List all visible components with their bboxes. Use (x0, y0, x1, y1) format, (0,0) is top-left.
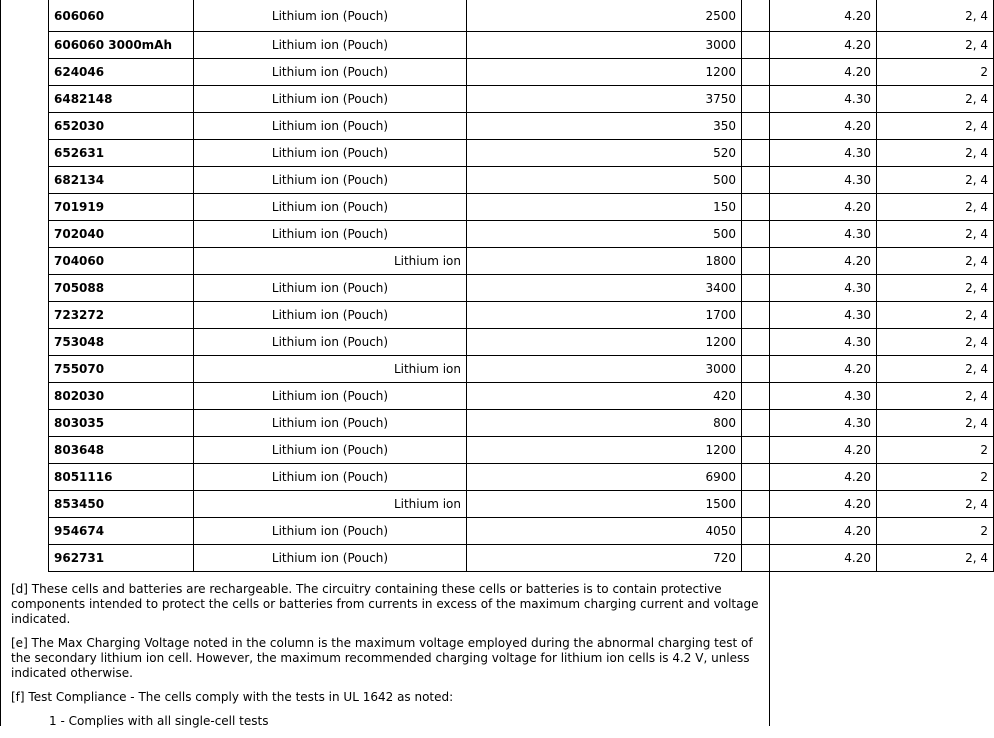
model-cell: 6482148 (49, 86, 194, 113)
test-compliance-cell: 2, 4 (877, 32, 994, 59)
table-body (49, 0, 994, 572)
chemistry-cell: Lithium ion (Pouch) (194, 59, 467, 86)
voltage-cell: 4.20 (742, 545, 877, 572)
capacity-cell: 1200 (467, 437, 742, 464)
table-row (49, 32, 994, 59)
model-cell: 606060 3000mAh (49, 32, 194, 59)
test-compliance-cell: 2 (877, 437, 994, 464)
test-compliance-cell: 2, 4 (877, 275, 994, 302)
table-row (49, 356, 994, 383)
test-compliance-cell: 2, 4 (877, 383, 994, 410)
capacity-cell: 1200 (467, 329, 742, 356)
model-cell: 753048 (49, 329, 194, 356)
cell-listing-table (48, 0, 994, 572)
table-row (49, 464, 994, 491)
model-cell: 652030 (49, 113, 194, 140)
test-compliance-cell: 2, 4 (877, 410, 994, 437)
capacity-cell: 500 (467, 167, 742, 194)
table-row (49, 59, 994, 86)
voltage-cell: 4.20 (742, 437, 877, 464)
chemistry-cell: Lithium ion (Pouch) (194, 32, 467, 59)
test-compliance-cell: 2, 4 (877, 356, 994, 383)
footnotes (11, 582, 763, 738)
model-cell: 723272 (49, 302, 194, 329)
test-compliance-cell: 2, 4 (877, 86, 994, 113)
chemistry-cell: Lithium ion (Pouch) (194, 464, 467, 491)
voltage-cell: 4.20 (742, 59, 877, 86)
voltage-cell: 4.30 (742, 410, 877, 437)
chemistry-cell: Lithium ion (Pouch) (194, 302, 467, 329)
capacity-cell: 4050 (467, 518, 742, 545)
capacity-cell: 6900 (467, 464, 742, 491)
model-cell: 962731 (49, 545, 194, 572)
table-row (49, 545, 994, 572)
chemistry-cell: Lithium ion (Pouch) (194, 167, 467, 194)
chemistry-cell: Lithium ion (Pouch) (194, 410, 467, 437)
chemistry-cell: Lithium ion (Pouch) (194, 275, 467, 302)
chemistry-cell: Lithium ion (194, 491, 467, 518)
chemistry-cell: Lithium ion (Pouch) (194, 329, 467, 356)
test-compliance-cell: 2, 4 (877, 329, 994, 356)
voltage-cell: 4.20 (742, 32, 877, 59)
note-d: [d] These cells and batteries are rechargeable. The circuitry containing these cells or batteries is to contain protective components intended to protect the cells or batteries from currents in excess of the maximum charging current and voltage indicated. (11, 582, 759, 626)
model-cell: 705088 (49, 275, 194, 302)
capacity-cell: 3000 (467, 356, 742, 383)
table-row (49, 410, 994, 437)
test-compliance-cell: 2, 4 (877, 140, 994, 167)
capacity-cell: 420 (467, 383, 742, 410)
model-cell: 652631 (49, 140, 194, 167)
table-row (49, 248, 994, 275)
voltage-cell: 4.20 (742, 0, 877, 32)
voltage-cell: 4.30 (742, 140, 877, 167)
test-compliance-cell: 2, 4 (877, 0, 994, 32)
note-f-item-1: 1 - Complies with all single-cell tests (49, 714, 269, 728)
table-row (49, 383, 994, 410)
capacity-cell: 150 (467, 194, 742, 221)
test-compliance-cell: 2, 4 (877, 194, 994, 221)
chemistry-cell: Lithium ion (Pouch) (194, 113, 467, 140)
voltage-cell: 4.20 (742, 491, 877, 518)
voltage-cell: 4.30 (742, 329, 877, 356)
test-compliance-cell: 2 (877, 464, 994, 491)
capacity-cell: 500 (467, 221, 742, 248)
model-cell: 624046 (49, 59, 194, 86)
chemistry-cell: Lithium ion (Pouch) (194, 140, 467, 167)
chemistry-cell: Lithium ion (Pouch) (194, 86, 467, 113)
model-cell: 702040 (49, 221, 194, 248)
chemistry-cell: Lithium ion (Pouch) (194, 437, 467, 464)
voltage-cell: 4.30 (742, 167, 877, 194)
test-compliance-cell: 2, 4 (877, 491, 994, 518)
model-cell: 954674 (49, 518, 194, 545)
capacity-cell: 3750 (467, 86, 742, 113)
chemistry-cell: Lithium ion (Pouch) (194, 194, 467, 221)
chemistry-cell: Lithium ion (Pouch) (194, 221, 467, 248)
table-row (49, 437, 994, 464)
capacity-cell: 720 (467, 545, 742, 572)
voltage-cell: 4.20 (742, 518, 877, 545)
model-cell: 704060 (49, 248, 194, 275)
chemistry-cell: Lithium ion (Pouch) (194, 545, 467, 572)
test-compliance-cell: 2 (877, 518, 994, 545)
table-row (49, 518, 994, 545)
model-cell: 606060 (49, 0, 194, 32)
note-e: [e] The Max Charging Voltage noted in the column is the maximum voltage employed during the abnormal charging test of the secondary lithium ion cell. However, the maximum recommended charging voltage for lithium ion cells is 4.2 V, unless indicated otherwise. (11, 636, 753, 680)
test-compliance-cell: 2, 4 (877, 167, 994, 194)
capacity-cell: 1800 (467, 248, 742, 275)
voltage-cell: 4.20 (742, 356, 877, 383)
table-row (49, 0, 994, 32)
capacity-cell: 520 (467, 140, 742, 167)
voltage-cell: 4.30 (742, 302, 877, 329)
test-compliance-cell: 2, 4 (877, 545, 994, 572)
voltage-cell: 4.30 (742, 221, 877, 248)
voltage-cell: 4.20 (742, 113, 877, 140)
test-compliance-cell: 2, 4 (877, 113, 994, 140)
model-cell: 8051116 (49, 464, 194, 491)
table-row (49, 329, 994, 356)
test-compliance-cell: 2, 4 (877, 302, 994, 329)
capacity-cell: 3000 (467, 32, 742, 59)
capacity-cell: 1700 (467, 302, 742, 329)
table-row (49, 167, 994, 194)
test-compliance-cell: 2, 4 (877, 248, 994, 275)
capacity-cell: 3400 (467, 275, 742, 302)
voltage-cell: 4.30 (742, 86, 877, 113)
table-row (49, 491, 994, 518)
table-row (49, 194, 994, 221)
capacity-cell: 800 (467, 410, 742, 437)
table-row (49, 302, 994, 329)
table-row (49, 113, 994, 140)
table-row (49, 140, 994, 167)
chemistry-cell: Lithium ion (Pouch) (194, 518, 467, 545)
voltage-cell: 4.30 (742, 383, 877, 410)
voltage-cell: 4.20 (742, 248, 877, 275)
model-cell: 803648 (49, 437, 194, 464)
note-f: [f] Test Compliance - The cells comply with the tests in UL 1642 as noted: (11, 690, 454, 704)
voltage-cell: 4.30 (742, 275, 877, 302)
capacity-cell: 2500 (467, 0, 742, 32)
chemistry-cell: Lithium ion (Pouch) (194, 383, 467, 410)
voltage-cell: 4.20 (742, 194, 877, 221)
table-row (49, 86, 994, 113)
capacity-cell: 1500 (467, 491, 742, 518)
capacity-cell: 1200 (467, 59, 742, 86)
test-compliance-cell: 2, 4 (877, 221, 994, 248)
model-cell: 802030 (49, 383, 194, 410)
test-compliance-cell: 2 (877, 59, 994, 86)
model-cell: 853450 (49, 491, 194, 518)
voltage-cell: 4.20 (742, 464, 877, 491)
model-cell: 701919 (49, 194, 194, 221)
capacity-cell: 350 (467, 113, 742, 140)
model-cell: 755070 (49, 356, 194, 383)
table-row (49, 221, 994, 248)
model-cell: 803035 (49, 410, 194, 437)
chemistry-cell: Lithium ion (Pouch) (194, 0, 467, 32)
model-cell: 682134 (49, 167, 194, 194)
chemistry-cell: Lithium ion (194, 356, 467, 383)
chemistry-cell: Lithium ion (194, 248, 467, 275)
table-row (49, 275, 994, 302)
